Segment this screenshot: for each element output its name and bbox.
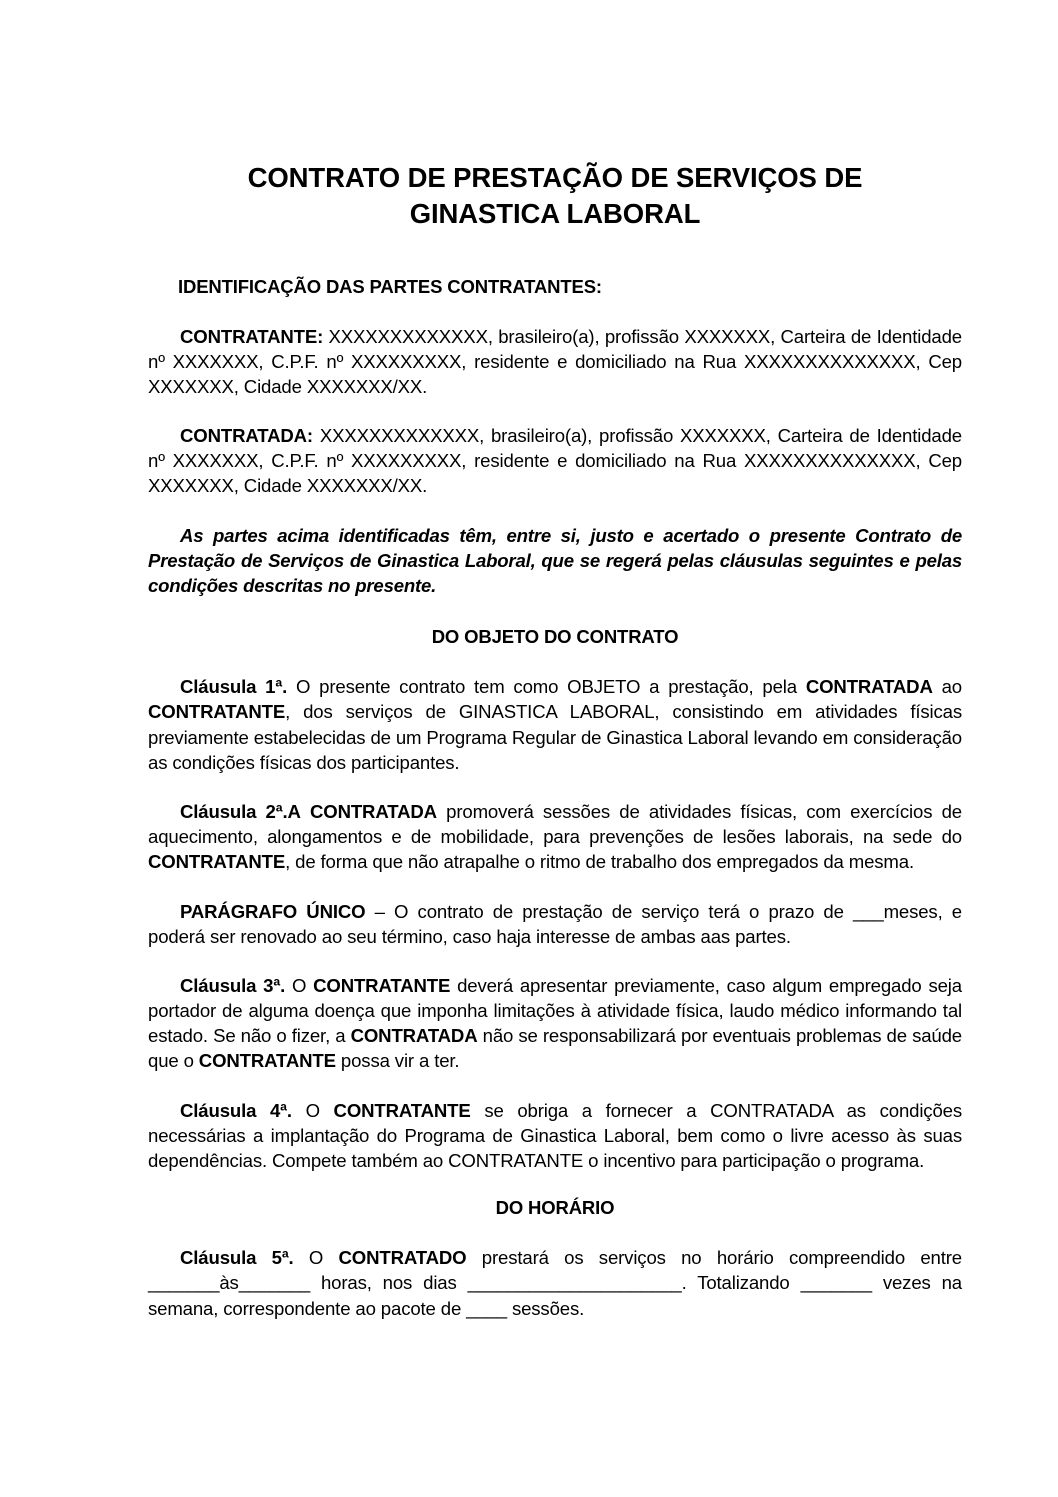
clausula-1-part-3: , dos serviços de GINASTICA LABORAL, consistindo em atividades físicas previamente estabelecidas de um Programa Regular de Ginastica Laboral levando em consideração as condições físicas dos participantes. [148,701,962,773]
page-title-line-1: CONTRATO DE PRESTAÇÃO DE SERVIÇOS DE [247,162,863,193]
paragraph-clausula-1 [148,674,962,775]
clausula-5-blank-dias[interactable]: _____________________ [467,1272,682,1294]
clausula-5-blank-hora-fim[interactable]: _______ [238,1272,311,1294]
clausula-4-part-1: O [291,1099,334,1121]
clausula-5-blank-hora-inicio[interactable]: _______ [148,1272,220,1294]
clausula-5-label: Cláusula 5ª. [180,1247,294,1269]
clausula-5-part-1: O [293,1247,339,1269]
clausula-3-bold-2: CONTRATADA [350,1025,478,1047]
page-title-line-2: GINASTICA LABORAL [409,197,701,229]
clausula-4-label: Cláusula 4ª. [180,1099,292,1121]
clausula-1-bold-2: CONTRATANTE [148,701,286,723]
clausula-1-part-2: ao [932,676,962,698]
clausula-4-bold-1: CONTRATANTE [333,1099,471,1121]
clausula-3-bold-1: CONTRATANTE [313,974,451,996]
paragrafo-unico-text-2: meses, e poderá ser renovado ao seu término, caso haja interesse de ambas aas partes. [148,900,962,947]
contratante-text: XXXXXXXXXXXXX, brasileiro(a), profissão XXXXXXX, Carteira de Identidade nº XXXXXXX, C.P.F. nº XXXXXXXXX, residente e domiciliado na Rua XXXXXXXXXXXXXX, Cep XXXXXXX, Cidade XXXXXXX/XX. [148,325,962,397]
clausula-4-part-2: se obriga a fornecer a CONTRATADA as condições necessárias a implantação do Programa de Ginastica Laboral, bem como o livre acesso às suas dependências. Compete também ao CONTRATANTE o incentivo para participação o programa. [148,1099,962,1171]
clausula-2-bold-1: CONTRATADA [309,800,437,822]
clausula-3-label: Cláusula 3ª. [180,974,286,996]
clausula-5-part-7: sessões. [506,1297,585,1319]
paragrafo-unico-text-1: – O contrato de prestação de serviço terá o prazo de [365,900,853,922]
paragraph-contratada [148,423,962,499]
clausula-3-bold-3: CONTRATANTE [198,1050,336,1072]
paragraph-clausula-4 [148,1098,962,1174]
clausula-5-blank-vezes[interactable]: _______ [800,1272,872,1294]
clausula-2-label: Cláusula 2ª.A [180,800,301,822]
contratada-text: XXXXXXXXXXXXX, brasileiro(a), profissão XXXXXXX, Carteira de Identidade nº XXXXXXX, C.P.F. nº XXXXXXXXX, residente e domiciliado na Rua XXXXXXXXXXXXXX, Cep XXXXXXX, Cidade XXXXXXX/XX. [148,425,962,497]
clausula-5-part-3: às [219,1272,239,1294]
paragraph-clausula-3 [148,973,962,1074]
clausula-3-part-2: deverá apresentar previamente, caso algum empregado seja portador de alguma doença que imponha limitações à atividade física, laudo médico informando tal estado. Se não o fizer, a [148,974,962,1047]
clausula-2-bold-2: CONTRATANTE [148,851,286,873]
clausula-3-part-1: O [285,974,314,996]
document-content [148,160,962,1345]
paragraph-clausula-2 [148,799,962,875]
paragraph-paragrafo-unico [148,899,962,949]
clausula-2-part-2: , de forma que não atrapalhe o ritmo de trabalho dos empregados da mesma. [285,851,914,873]
paragraph-preamble: As partes acima identificadas têm, entre si, justo e acertado o presente Contrato de Prestação de Serviços de Ginastica Laboral, que se regerá pelas cláusulas seguintes e pelas condições descritas no presente. [148,524,962,596]
contratante-label: CONTRATANTE: [180,325,324,347]
clausula-5-part-5: . Totalizando [681,1272,801,1294]
page-title [148,160,962,232]
paragraph-contratante [148,324,962,400]
clausula-5-part-4: horas, nos dias [310,1272,468,1294]
clausula-3-part-4: possa vir a ter. [335,1050,460,1072]
contratada-label: CONTRATADA: [180,425,313,447]
clausula-5-blank-sessoes[interactable]: ____ [466,1297,507,1319]
paragraph-clausula-5 [148,1245,962,1321]
identification-heading: IDENTIFICAÇÃO DAS PARTES CONTRATANTES: [178,275,602,297]
clausula-5-part-6: vezes na semana, correspondente ao pacote de [148,1272,962,1319]
clausula-1-bold-1: CONTRATADA [805,676,933,698]
clausula-1-part-1: O presente contrato tem como OBJETO a prestação, pela [287,676,806,698]
clausula-2-part-1: promoverá sessões de atividades físicas, com exercícios de aquecimento, alongamentos e de mobilidade, para prevenções de lesões laborais, na sede do [148,800,962,848]
paragrafo-unico-blank-meses[interactable]: ___ [852,900,884,922]
clausula-1-label: Cláusula 1ª. [180,676,288,698]
clausula-5-bold-1: CONTRATADO [338,1247,467,1269]
clausula-3-part-3: não se responsabilizará por eventuais problemas de saúde que o [148,1025,962,1072]
heading-do-horario: DO HORÁRIO [495,1197,615,1219]
paragrafo-unico-label: PARÁGRAFO ÚNICO [180,900,366,922]
clausula-5-part-2: prestará os serviços no horário compreendido entre [466,1247,962,1269]
heading-objeto-do-contrato: DO OBJETO DO CONTRATO [431,626,679,648]
